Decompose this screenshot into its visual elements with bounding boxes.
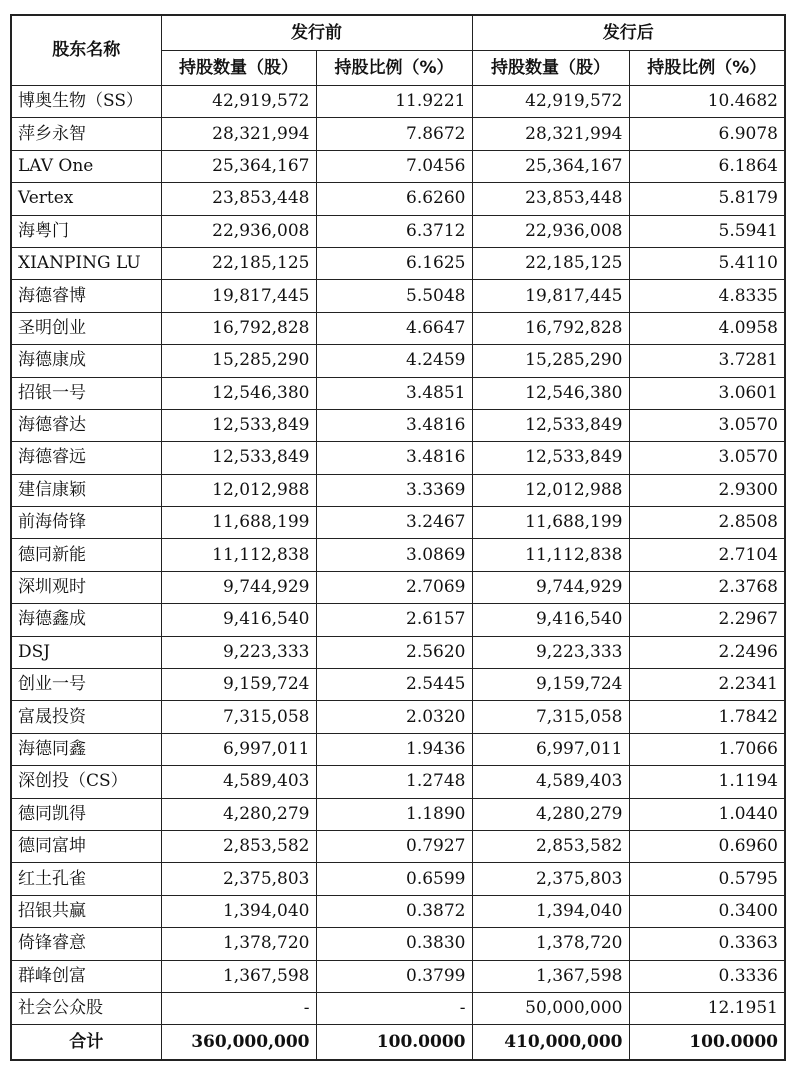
after-ratio-cell: 1.1194 [629,766,785,798]
table-row [11,928,785,960]
shareholder-name-cell: 深创投（CS） [11,766,161,798]
before-ratio-cell: 1.1890 [316,798,472,830]
after-ratio-cell: 3.0570 [629,409,785,441]
before-shares-cell: 12,533,849 [161,409,316,441]
after-shares-cell: 9,159,724 [472,669,629,701]
after-shares-cell: 1,394,040 [472,895,629,927]
after-shares-cell: 16,792,828 [472,312,629,344]
after-shares-cell: 19,817,445 [472,280,629,312]
before-shares-cell: 1,394,040 [161,895,316,927]
total-row [11,1025,785,1061]
table-row [11,539,785,571]
shareholder-name-cell: 海德同鑫 [11,733,161,765]
before-shares-cell: 28,321,994 [161,118,316,150]
shareholder-name-cell: 前海倚锋 [11,507,161,539]
shareholder-name-cell: 红土孔雀 [11,863,161,895]
before-shares-cell: 2,853,582 [161,830,316,862]
after-ratio-cell: 3.0570 [629,442,785,474]
after-shares-cell: 23,853,448 [472,183,629,215]
after-shares-cell: 9,416,540 [472,604,629,636]
after-ratio-cell: 0.6960 [629,830,785,862]
before-shares-cell: 2,375,803 [161,863,316,895]
after-shares-cell: 50,000,000 [472,992,629,1024]
table-row [11,992,785,1024]
total-after-ratio: 100.0000 [629,1025,785,1061]
total-before-shares: 360,000,000 [161,1025,316,1061]
shareholder-name-cell: 招银共赢 [11,895,161,927]
table-row [11,798,785,830]
shareholder-name-cell: 海德睿博 [11,280,161,312]
table-row [11,183,785,215]
shareholder-name-cell: 海粤门 [11,215,161,247]
before-shares-cell: 4,589,403 [161,766,316,798]
shareholder-name-cell: XIANPING LU [11,247,161,279]
after-shares-cell: 9,223,333 [472,636,629,668]
shareholder-table [10,14,786,1061]
before-shares-cell: 22,185,125 [161,247,316,279]
after-shares-cell: 9,744,929 [472,571,629,603]
after-shares-cell: 1,378,720 [472,928,629,960]
before-ratio-cell: 0.7927 [316,830,472,862]
before-shares-cell: 11,688,199 [161,507,316,539]
after-ratio-cell: 5.4110 [629,247,785,279]
shareholder-name-cell: 萍乡永智 [11,118,161,150]
after-ratio-cell: 5.5941 [629,215,785,247]
table-row [11,733,785,765]
after-ratio-cell: 3.0601 [629,377,785,409]
before-shares-cell: 7,315,058 [161,701,316,733]
table-row [11,345,785,377]
header-row-group [11,15,785,51]
table-row [11,830,785,862]
before-shares-cell: 12,533,849 [161,442,316,474]
after-shares-cell: 15,285,290 [472,345,629,377]
shareholder-name-cell: 博奥生物（SS） [11,86,161,118]
shareholder-name-cell: LAV One [11,150,161,182]
before-ratio-cell: 3.2467 [316,507,472,539]
table-body [11,86,785,1025]
header-after-shares: 持股数量（股） [472,51,629,86]
after-ratio-cell: 5.8179 [629,183,785,215]
after-ratio-cell: 0.3336 [629,960,785,992]
before-shares-cell: 23,853,448 [161,183,316,215]
before-shares-cell: - [161,992,316,1024]
after-ratio-cell: 0.5795 [629,863,785,895]
before-shares-cell: 25,364,167 [161,150,316,182]
after-shares-cell: 22,936,008 [472,215,629,247]
table-row [11,312,785,344]
after-ratio-cell: 1.0440 [629,798,785,830]
shareholder-name-cell: 社会公众股 [11,992,161,1024]
shareholder-name-cell: 富晟投资 [11,701,161,733]
after-shares-cell: 12,546,380 [472,377,629,409]
table-row [11,507,785,539]
after-ratio-cell: 2.7104 [629,539,785,571]
after-shares-cell: 11,688,199 [472,507,629,539]
after-shares-cell: 11,112,838 [472,539,629,571]
shareholder-name-cell: 海德鑫成 [11,604,161,636]
shareholder-name-cell: 海德睿达 [11,409,161,441]
after-shares-cell: 4,589,403 [472,766,629,798]
before-ratio-cell: 3.0869 [316,539,472,571]
before-ratio-cell: 11.9221 [316,86,472,118]
shareholder-name-cell: 招银一号 [11,377,161,409]
table-row [11,571,785,603]
total-label: 合计 [11,1025,161,1061]
shareholder-name-cell: Vertex [11,183,161,215]
before-shares-cell: 12,012,988 [161,474,316,506]
before-ratio-cell: 7.8672 [316,118,472,150]
before-ratio-cell: 7.0456 [316,150,472,182]
after-ratio-cell: 2.2967 [629,604,785,636]
before-ratio-cell: 0.6599 [316,863,472,895]
shareholder-name-cell: 海德睿远 [11,442,161,474]
table-row [11,377,785,409]
header-after-issuance: 发行后 [472,15,785,51]
total-before-ratio: 100.0000 [316,1025,472,1061]
after-ratio-cell: 2.9300 [629,474,785,506]
after-ratio-cell: 4.8335 [629,280,785,312]
shareholder-name-cell: 德同新能 [11,539,161,571]
before-ratio-cell: 3.4816 [316,409,472,441]
after-shares-cell: 12,012,988 [472,474,629,506]
before-ratio-cell: 6.3712 [316,215,472,247]
table-row [11,474,785,506]
header-before-issuance: 发行前 [161,15,472,51]
before-shares-cell: 16,792,828 [161,312,316,344]
before-shares-cell: 19,817,445 [161,280,316,312]
shareholder-name-cell: 群峰创富 [11,960,161,992]
after-shares-cell: 2,375,803 [472,863,629,895]
before-shares-cell: 9,223,333 [161,636,316,668]
after-ratio-cell: 2.2341 [629,669,785,701]
before-shares-cell: 9,416,540 [161,604,316,636]
after-ratio-cell: 1.7066 [629,733,785,765]
total-after-shares: 410,000,000 [472,1025,629,1061]
before-ratio-cell: 3.3369 [316,474,472,506]
shareholder-name-cell: 建信康颖 [11,474,161,506]
after-shares-cell: 2,853,582 [472,830,629,862]
shareholder-name-cell: 创业一号 [11,669,161,701]
before-ratio-cell: - [316,992,472,1024]
after-ratio-cell: 10.4682 [629,86,785,118]
before-shares-cell: 9,159,724 [161,669,316,701]
table-row [11,247,785,279]
before-ratio-cell: 0.3830 [316,928,472,960]
before-ratio-cell: 2.6157 [316,604,472,636]
table-row [11,442,785,474]
before-ratio-cell: 1.2748 [316,766,472,798]
after-shares-cell: 42,919,572 [472,86,629,118]
header-before-shares: 持股数量（股） [161,51,316,86]
table-row [11,669,785,701]
table-row [11,215,785,247]
shareholder-name-cell: 倚锋睿意 [11,928,161,960]
after-ratio-cell: 0.3400 [629,895,785,927]
before-ratio-cell: 2.0320 [316,701,472,733]
shareholder-name-cell: 海德康成 [11,345,161,377]
after-shares-cell: 1,367,598 [472,960,629,992]
after-ratio-cell: 2.2496 [629,636,785,668]
table-row [11,409,785,441]
table-row [11,895,785,927]
before-ratio-cell: 4.2459 [316,345,472,377]
before-ratio-cell: 2.7069 [316,571,472,603]
after-ratio-cell: 6.1864 [629,150,785,182]
table-row [11,960,785,992]
after-shares-cell: 12,533,849 [472,409,629,441]
before-ratio-cell: 0.3799 [316,960,472,992]
after-shares-cell: 22,185,125 [472,247,629,279]
after-shares-cell: 6,997,011 [472,733,629,765]
before-ratio-cell: 1.9436 [316,733,472,765]
after-shares-cell: 28,321,994 [472,118,629,150]
before-shares-cell: 15,285,290 [161,345,316,377]
after-ratio-cell: 0.3363 [629,928,785,960]
before-shares-cell: 1,378,720 [161,928,316,960]
header-shareholder-name: 股东名称 [11,15,161,86]
shareholder-name-cell: 德同富坤 [11,830,161,862]
table-row [11,86,785,118]
after-shares-cell: 4,280,279 [472,798,629,830]
shareholder-name-cell: 德同凯得 [11,798,161,830]
after-ratio-cell: 2.8508 [629,507,785,539]
table-row [11,863,785,895]
before-ratio-cell: 3.4851 [316,377,472,409]
table-row [11,604,785,636]
table-row [11,118,785,150]
after-ratio-cell: 3.7281 [629,345,785,377]
after-ratio-cell: 6.9078 [629,118,785,150]
before-shares-cell: 11,112,838 [161,539,316,571]
before-ratio-cell: 6.1625 [316,247,472,279]
shareholder-name-cell: DSJ [11,636,161,668]
after-shares-cell: 7,315,058 [472,701,629,733]
shareholder-name-cell: 圣明创业 [11,312,161,344]
before-ratio-cell: 4.6647 [316,312,472,344]
before-shares-cell: 6,997,011 [161,733,316,765]
table-row [11,280,785,312]
after-ratio-cell: 2.3768 [629,571,785,603]
before-ratio-cell: 3.4816 [316,442,472,474]
before-shares-cell: 4,280,279 [161,798,316,830]
before-ratio-cell: 5.5048 [316,280,472,312]
shareholder-name-cell: 深圳观时 [11,571,161,603]
before-ratio-cell: 2.5445 [316,669,472,701]
after-shares-cell: 12,533,849 [472,442,629,474]
table-row [11,636,785,668]
after-ratio-cell: 4.0958 [629,312,785,344]
table-row [11,701,785,733]
table-row [11,150,785,182]
after-shares-cell: 25,364,167 [472,150,629,182]
before-ratio-cell: 0.3872 [316,895,472,927]
before-shares-cell: 12,546,380 [161,377,316,409]
before-ratio-cell: 6.6260 [316,183,472,215]
after-ratio-cell: 1.7842 [629,701,785,733]
before-shares-cell: 1,367,598 [161,960,316,992]
before-shares-cell: 22,936,008 [161,215,316,247]
after-ratio-cell: 12.1951 [629,992,785,1024]
table-row [11,766,785,798]
before-shares-cell: 9,744,929 [161,571,316,603]
header-after-ratio: 持股比例（%） [629,51,785,86]
before-shares-cell: 42,919,572 [161,86,316,118]
before-ratio-cell: 2.5620 [316,636,472,668]
header-before-ratio: 持股比例（%） [316,51,472,86]
